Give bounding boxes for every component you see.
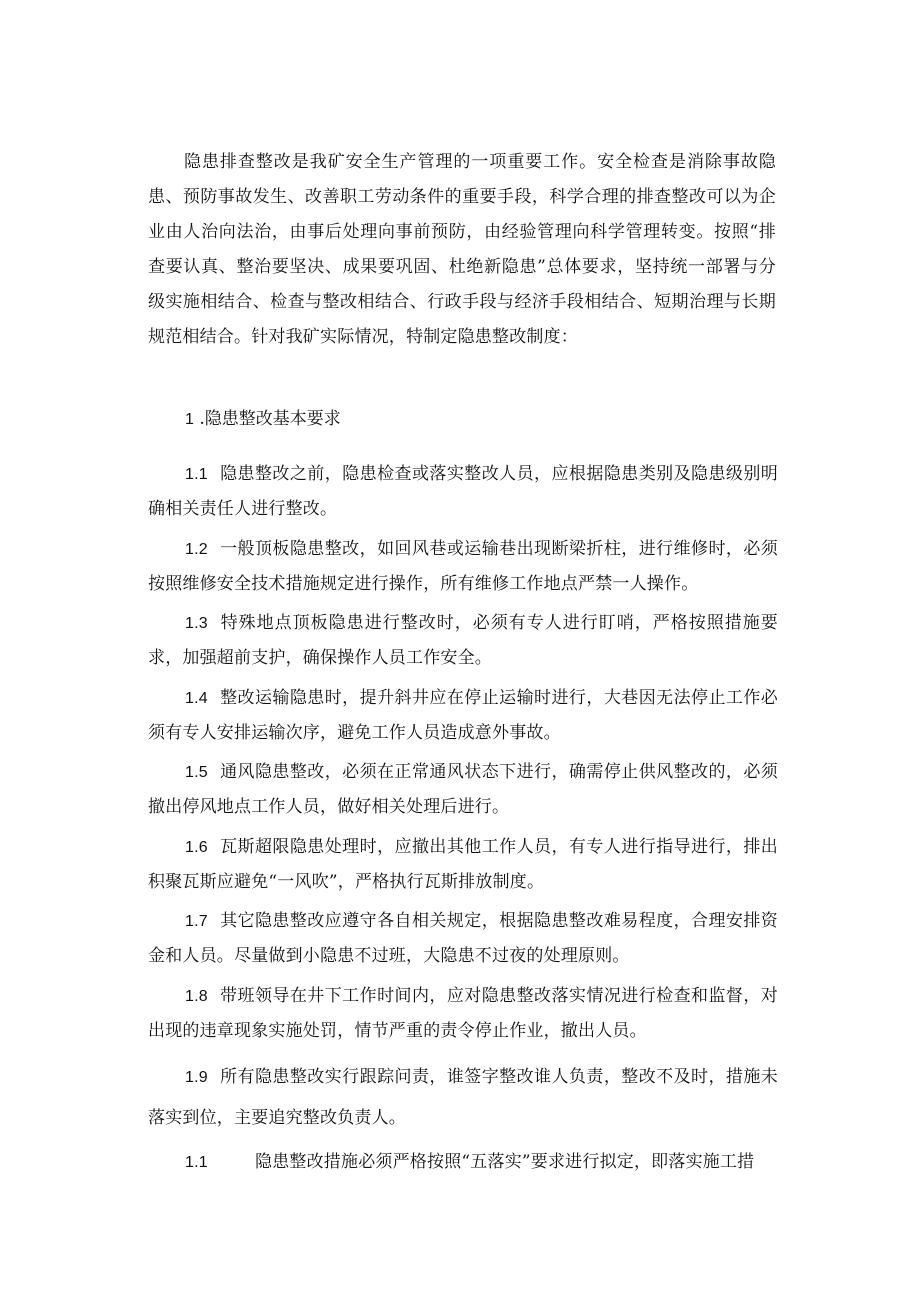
item-number: 1.8	[185, 988, 208, 1005]
item-text: 一般顶板隐患整改，如回风巷或运输巷出现断梁折柱，进行维修时，必须按照维修安全技术措施规定进行操作，所有维修工作地点严禁一人操作。	[148, 539, 778, 594]
item-number: 1.7	[185, 913, 208, 930]
item-number: 1.3	[185, 615, 208, 632]
list-item	[148, 755, 778, 825]
list-item	[148, 830, 778, 900]
list-item	[148, 606, 778, 676]
list-item	[148, 1057, 778, 1138]
item-text: 整改运输隐患时，提升斜井应在停止运输时进行，大巷因无法停止工作必须有专人安排运输次序，避免工作人员造成意外事故。	[148, 688, 778, 743]
list-item	[148, 532, 778, 602]
item-text: 通风隐患整改，必须在正常通风状态下进行，确需停止供风整改的，必须撤出停风地点工作人员，做好相关处理后进行。	[148, 762, 778, 817]
item-text: 带班领导在井下工作时间内，应对隐患整改落实情况进行检查和监督，对出现的违章现象实施处罚，情节严重的责令停止作业，撤出人员。	[148, 986, 778, 1041]
list-item	[148, 457, 778, 527]
list-item	[148, 979, 778, 1049]
list-item	[148, 904, 778, 974]
item-number: 1.1	[185, 466, 208, 483]
item-text: 瓦斯超限隐患处理时，应撤出其他工作人员，有专人进行指导进行，排出积聚瓦斯应避免“一风吹”，严格执行瓦斯排放制度。	[148, 837, 778, 892]
section-number: 1	[185, 411, 194, 428]
section-title: .隐患整改基本要求	[199, 409, 341, 429]
item-number: 1.2	[185, 541, 208, 558]
item-text: 隐患整改之前，隐患检查或落实整改人员，应根据隐患类别及隐患级别明确相关责任人进行整改。	[148, 464, 778, 519]
item-number: 1.1	[185, 1154, 208, 1171]
list-item	[148, 1145, 778, 1180]
item-number: 1.9	[185, 1069, 208, 1086]
section-heading	[185, 402, 341, 437]
item-text: 其它隐患整改应遵守各自相关规定，根据隐患整改难易程度，合理安排资金和人员。尽量做到小隐患不过班，大隐患不过夜的处理原则。	[148, 911, 778, 966]
item-number: 1.5	[185, 764, 208, 781]
item-text: 所有隐患整改实行跟踪问责，谁签字整改谁人负责，整改不及时，措施未落实到位，主要追究整改负责人。	[148, 1067, 778, 1128]
item-number: 1.4	[185, 690, 208, 707]
intro-paragraph: 隐患排查整改是我矿安全生产管理的一项重要工作。安全检查是消除事故隐患、预防事故发生、改善职工劳动条件的重要手段，科学合理的排查整改可以为企业由人治向法治，由事后处理向事前预防，由经验管理向科学管理转变。按照“排查要认真、整治要坚决、成果要巩固、杜绝新隐患”总体要求，坚持统一部署与分级实施相结合、检查与整改相结合、行政手段与经济手段相结合、短期治理与长期规范相结合。针对我矿实际情况，特制定隐患整改制度：	[148, 152, 776, 347]
item-text: 隐患整改措施必须严格按照“五落实”要求进行拟定，即落实施工措	[255, 1152, 755, 1172]
item-text: 特殊地点顶板隐患进行整改时，必须有专人进行盯哨，严格按照措施要求，加强超前支护，确保操作人员工作安全。	[148, 613, 778, 668]
item-number: 1.6	[185, 839, 208, 856]
list-item	[148, 681, 778, 751]
